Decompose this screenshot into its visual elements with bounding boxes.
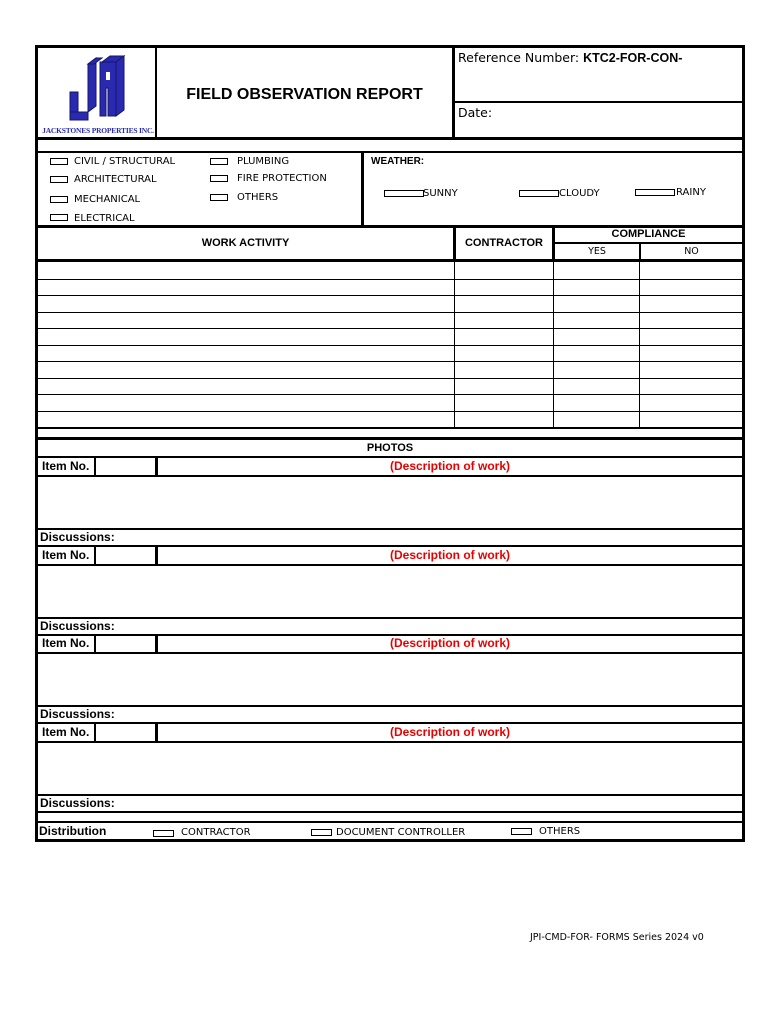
divider	[361, 151, 364, 227]
col-compliance: COMPLIANCE	[611, 228, 686, 240]
item-no-field[interactable]	[96, 635, 154, 653]
label-fire-protection: FIRE PROTECTION	[237, 173, 327, 184]
photo-area[interactable]	[38, 477, 742, 528]
discussions-label: Discussions:	[40, 796, 115, 810]
checkbox-rainy[interactable]	[635, 189, 675, 196]
label-architectural: ARCHITECTURAL	[74, 174, 157, 185]
table-row[interactable]	[38, 411, 742, 428]
discussions-label: Discussions:	[40, 707, 115, 721]
divider	[35, 427, 745, 429]
col-yes: YES	[588, 246, 606, 257]
label-distribution-document-controller: DOCUMENT CONTROLLER	[336, 827, 466, 838]
divider	[35, 528, 745, 530]
checkbox-architectural[interactable]	[50, 176, 68, 183]
col-no: NO	[684, 246, 699, 257]
footer-code: JPI-CMD-FOR- FORMS Series 2024 v0	[530, 932, 704, 943]
label-plumbing: PLUMBING	[237, 156, 290, 167]
reference-value[interactable]: KTC2-FOR-CON-	[583, 51, 683, 65]
item-no-field[interactable]	[96, 458, 154, 476]
column-line	[454, 262, 455, 427]
item-no-label: Item No.	[42, 725, 90, 739]
label-rainy: RAINY	[676, 187, 706, 198]
table-row[interactable]	[38, 394, 742, 411]
divider	[35, 794, 745, 796]
table-row[interactable]	[38, 295, 742, 312]
item-no-field[interactable]	[96, 724, 154, 742]
label-mechanical: MECHANICAL	[74, 194, 141, 205]
checkbox-distribution-contractor[interactable]	[153, 830, 174, 837]
checkbox-cloudy[interactable]	[519, 190, 559, 197]
label-sunny: SUNNY	[423, 188, 458, 199]
table-row[interactable]	[38, 262, 742, 279]
label-distribution-contractor: CONTRACTOR	[181, 827, 251, 838]
table-row[interactable]	[38, 361, 742, 378]
frame-top	[35, 45, 745, 48]
reference-label: Reference Number:	[458, 50, 584, 65]
description-of-work[interactable]: (Description of work)	[389, 459, 510, 473]
item-no-field[interactable]	[96, 547, 154, 565]
col-contractor: CONTRACTOR	[464, 237, 543, 249]
label-cloudy: CLOUDY	[559, 188, 600, 199]
divider	[452, 45, 455, 139]
label-others: OTHERS	[237, 192, 279, 203]
item-no-label: Item No.	[42, 548, 90, 562]
divider	[35, 811, 745, 813]
table-row[interactable]	[38, 345, 742, 362]
photo-area[interactable]	[38, 566, 742, 617]
description-of-work[interactable]: (Description of work)	[389, 725, 510, 739]
label-civil-structural: CIVIL / STRUCTURAL	[74, 156, 176, 167]
company-logo	[40, 50, 154, 136]
checkbox-electrical[interactable]	[50, 214, 68, 221]
weather-label: WEATHER:	[371, 156, 425, 167]
form-title: FIELD OBSERVATION REPORT	[186, 86, 423, 103]
column-line	[639, 262, 640, 427]
checkbox-sunny[interactable]	[384, 190, 424, 197]
divider	[35, 705, 745, 707]
date-field[interactable]	[500, 104, 740, 136]
checkbox-mechanical[interactable]	[50, 196, 68, 203]
divider	[35, 137, 745, 140]
label-distribution-others: OTHERS	[539, 826, 581, 837]
photo-area[interactable]	[38, 743, 742, 794]
reference-number	[458, 50, 682, 65]
discussions-label: Discussions:	[40, 530, 115, 544]
item-no-label: Item No.	[42, 459, 90, 473]
table-row[interactable]	[38, 279, 742, 296]
discussions-label: Discussions:	[40, 619, 115, 633]
label-electrical: ELECTRICAL	[74, 213, 135, 224]
distribution-label: Distribution	[39, 824, 107, 838]
checkbox-distribution-document-controller[interactable]	[311, 829, 332, 836]
checkbox-fire-protection[interactable]	[210, 175, 228, 182]
description-of-work[interactable]: (Description of work)	[389, 636, 510, 650]
divider	[552, 242, 745, 244]
description-of-work[interactable]: (Description of work)	[389, 548, 510, 562]
table-row[interactable]	[38, 328, 742, 345]
frame-bottom	[35, 839, 745, 842]
checkbox-plumbing[interactable]	[210, 158, 228, 165]
divider	[35, 437, 745, 440]
item-no-label: Item No.	[42, 636, 90, 650]
date-label: Date:	[458, 105, 493, 120]
divider	[35, 151, 745, 153]
divider	[452, 101, 745, 103]
table-row[interactable]	[38, 378, 742, 395]
checkbox-civil-structural[interactable]	[50, 158, 68, 165]
checkbox-others[interactable]	[210, 194, 228, 201]
table-row[interactable]	[38, 312, 742, 329]
checkbox-distribution-others[interactable]	[511, 828, 532, 835]
company-name: JACKSTONES PROPERTIES INC.	[42, 126, 154, 135]
photo-area[interactable]	[38, 654, 742, 705]
col-work-activity: WORK ACTIVITY	[201, 237, 290, 249]
divider	[35, 617, 745, 619]
photos-title: PHOTOS	[366, 442, 414, 454]
divider	[35, 821, 745, 823]
column-line	[553, 262, 554, 427]
